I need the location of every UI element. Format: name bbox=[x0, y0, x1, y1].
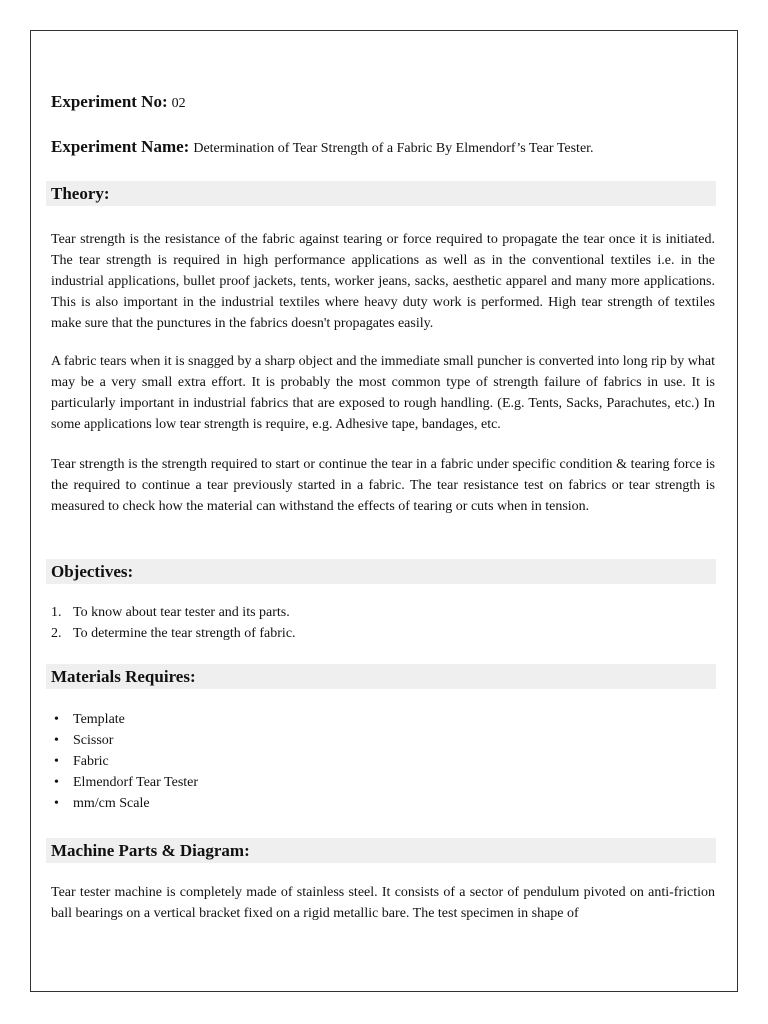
experiment-name-value: Determination of Tear Strength of a Fabric By Elmendorf’s Tear Tester. bbox=[193, 141, 594, 156]
theory-heading: Theory: bbox=[46, 181, 716, 206]
experiment-name-label: Experiment Name: bbox=[51, 137, 190, 156]
list-item bbox=[51, 709, 715, 730]
list-item-text: To know about tear tester and its parts. bbox=[73, 605, 290, 620]
objectives-heading: Objectives: bbox=[46, 559, 716, 584]
machine-parts-paragraph: Tear tester machine is completely made of stainless steel. It consists of a sector of pendulum pivoted on anti-friction ball bearings on a vertical bracket fixed on a rigid metallic bare. The test specimen in shape of bbox=[51, 885, 715, 921]
list-item-text: Elmendorf Tear Tester bbox=[73, 775, 199, 790]
list-number: 2. bbox=[51, 626, 62, 641]
bullet-icon: • bbox=[54, 733, 59, 748]
list-item-text: To determine the tear strength of fabric. bbox=[73, 626, 296, 641]
list-item bbox=[51, 772, 715, 793]
list-item bbox=[51, 793, 715, 814]
theory-paragraph-2: A fabric tears when it is snagged by a sharp object and the immediate small puncher is converted into long rip by what may be a very small extra effort. It is probably the most common type of strength failure of fabrics in use. It is particularly important in industrial fabrics that are exposed to rough handling. (E.g. Tents, Sacks, Parachutes, etc.) In some applications low tear strength is require, e.g. Adhesive tape, bandages, etc. bbox=[51, 354, 715, 432]
list-item bbox=[51, 751, 715, 772]
bullet-icon: • bbox=[54, 775, 59, 790]
list-number: 1. bbox=[51, 605, 62, 620]
list-item-text: Template bbox=[73, 712, 125, 727]
experiment-no-label: Experiment No: bbox=[51, 92, 168, 111]
machine-parts-heading: Machine Parts & Diagram: bbox=[46, 838, 716, 863]
list-item bbox=[51, 602, 715, 623]
theory-paragraph-1: Tear strength is the resistance of the fabric against tearing or force required to propagate the tear once it is initiated. The tear strength is required in high performance applications as well as in the conventional textiles i.e. in the industrial applications, bullet proof jackets, tents, worker jeans, sacks, aesthetic apparel and many more applications. This is also important in the industrial textiles where heavy duty work is performed. High tear strength of textiles make sure that the punctures in the fabrics doesn't propagates easily. bbox=[51, 232, 715, 331]
experiment-no-value: 02 bbox=[171, 96, 186, 111]
materials-list bbox=[51, 709, 715, 814]
list-item-text: mm/cm Scale bbox=[73, 796, 150, 811]
list-item-text: Scissor bbox=[73, 733, 114, 748]
materials-heading: Materials Requires: bbox=[46, 664, 716, 689]
bullet-icon: • bbox=[54, 712, 59, 727]
list-item bbox=[51, 623, 715, 644]
bullet-icon: • bbox=[54, 754, 59, 769]
experiment-name-line bbox=[51, 137, 715, 157]
list-item bbox=[51, 730, 715, 751]
theory-paragraph-3: Tear strength is the strength required to start or continue the tear in a fabric under specific condition & tearing force is the required to continue a tear previously started in a fabric. The tear resistance test on fabrics or tear strength is measured to check how the material can withstand the effects of tearing or cuts when in tension. bbox=[51, 457, 715, 514]
experiment-no-line bbox=[51, 92, 715, 112]
objectives-list bbox=[51, 602, 715, 644]
list-item-text: Fabric bbox=[73, 754, 109, 769]
bullet-icon: • bbox=[54, 796, 59, 811]
